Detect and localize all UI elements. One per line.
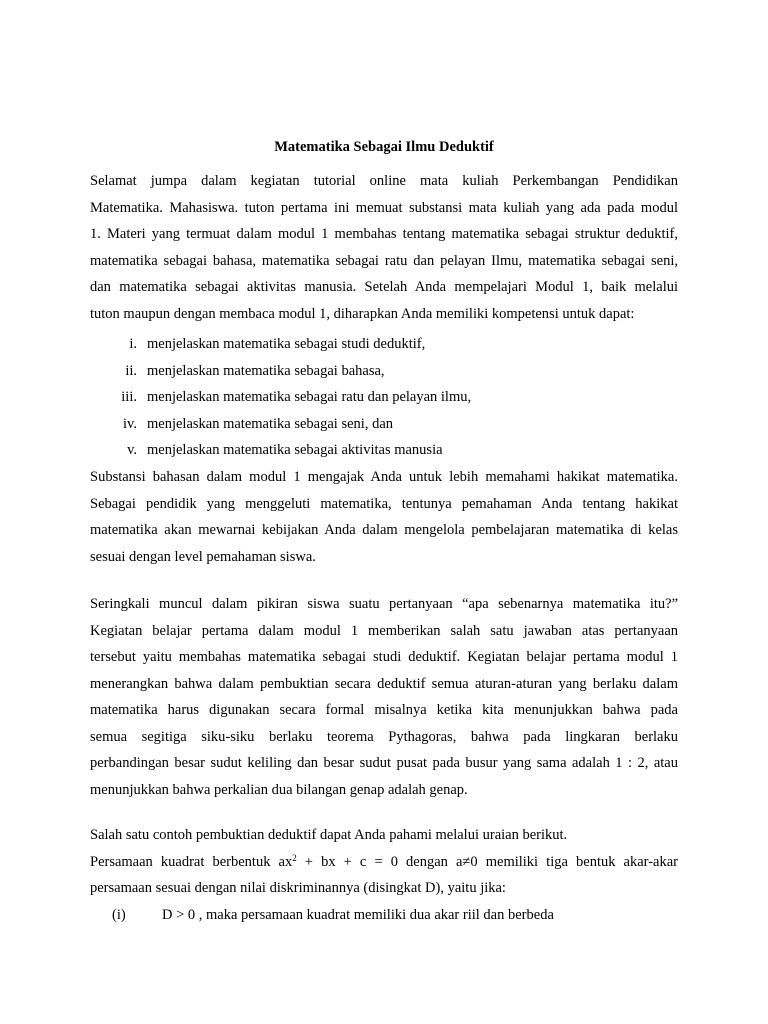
condition-number: (i)	[112, 907, 126, 923]
paragraph-line: semua segitiga siku-siku berlaku teorema Pythagoras, bahwa pada lingkaran berlaku	[90, 728, 678, 745]
document-title: Matematika Sebagai Ilmu Deduktif	[274, 139, 494, 155]
list-item	[0, 411, 768, 438]
list-text: menjelaskan matematika sebagai aktivitas manusia	[147, 442, 443, 458]
equation-line	[90, 849, 678, 876]
equation-text: + bx + c = 0 dengan a≠0 memiliki tiga bentuk akar-akar	[296, 853, 678, 870]
condition-item	[0, 902, 768, 929]
list-text: menjelaskan matematika sebagai seni, dan	[147, 415, 394, 432]
list-number: v.	[127, 442, 137, 458]
paragraph-line: matematika harus digunakan secara formal misalnya ketika kita menunjukkan bahwa pada	[90, 702, 678, 718]
substance-paragraph	[90, 464, 678, 570]
paragraph-line: Selamat jumpa dalam kegiatan tutorial online mata kuliah Perkembangan Pendidikan	[90, 173, 678, 189]
paragraph-line: menerangkan bahwa dalam pembuktian secara deduktif semua aturan-aturan yang berlaku dalam	[90, 675, 678, 692]
objectives-list	[0, 331, 768, 464]
paragraph-line: matematika sebagai bahasa, matematika sebagai ratu dan pelayan Ilmu, matematika sebagai seni,	[90, 252, 678, 269]
paragraph-line: menunjukkan bahwa perkalian dua bilangan genap adalah genap.	[90, 781, 468, 798]
paragraph-line: Seringkali muncul dalam pikiran siswa suatu pertanyaan “apa sebenarnya matematika itu?”	[90, 596, 678, 612]
paragraph-line: tuton maupun dengan membaca modul 1, diharapkan Anda memiliki kompetensi untuk dapat:	[90, 305, 635, 322]
question-paragraph	[90, 591, 678, 803]
equation-text: Persamaan kuadrat berbentuk ax	[90, 853, 293, 870]
example-paragraph	[90, 822, 678, 902]
paragraph-line: matematika akan mewarnai kebijakan Anda dalam mengelola pembelajaran matematika di kelas	[90, 522, 678, 538]
condition-text: D > 0 , maka persamaan kuadrat memiliki dua akar riil dan berbeda	[162, 907, 554, 923]
list-text: menjelaskan matematika sebagai studi deduktif,	[147, 336, 426, 352]
paragraph-line: perbandingan besar sudut keliling dan besar sudut pusat pada busur yang sama adalah 1 : 2, atau	[90, 755, 678, 771]
paragraph-line: sesuai dengan level pemahaman siswa.	[90, 548, 316, 565]
list-text: menjelaskan matematika sebagai ratu dan pelayan ilmu,	[147, 389, 472, 405]
paragraph-line: tersebut yaitu membahas matematika sebagai studi deduktif. Kegiatan belajar pertama modul 1	[90, 649, 678, 665]
list-text: menjelaskan matematika sebagai bahasa,	[147, 362, 385, 379]
list-item	[0, 358, 768, 385]
list-item	[0, 384, 768, 411]
intro-paragraph	[90, 168, 678, 327]
paragraph-line: Substansi bahasan dalam modul 1 mengajak Anda untuk lebih memahami hakikat matematika.	[90, 469, 678, 485]
superscript: 2	[292, 852, 297, 863]
paragraph-line: Kegiatan belajar pertama dalam modul 1 memberikan salah satu jawaban atas pertanyaan	[90, 622, 678, 639]
paragraph-line: Salah satu contoh pembuktian deduktif dapat Anda pahami melalui uraian berikut.	[90, 827, 568, 843]
list-number: i.	[129, 336, 137, 352]
paragraph-line: 1. Materi yang termuat dalam modul 1 membahas tentang matematika sebagai struktur deduktif,	[90, 226, 678, 242]
paragraph-line: persamaan sesuai dengan nilai diskriminannya (disingkat D), yaitu jika:	[90, 880, 506, 896]
paragraph-line: Sebagai pendidik yang menggeluti matematika, tentunya pemahaman Anda tentang hakikat	[90, 495, 678, 512]
list-item	[0, 331, 768, 358]
list-number: ii.	[125, 362, 137, 379]
list-item	[0, 437, 768, 464]
paragraph-line: Matematika. Mahasiswa. tuton pertama ini memuat substansi mata kuliah yang ada pada modul	[90, 199, 678, 216]
list-number: iii.	[121, 389, 137, 405]
list-number: iv.	[123, 415, 137, 432]
paragraph-line: dan matematika sebagai aktivitas manusia. Setelah Anda mempelajari Modul 1, baik melalui	[90, 279, 678, 295]
